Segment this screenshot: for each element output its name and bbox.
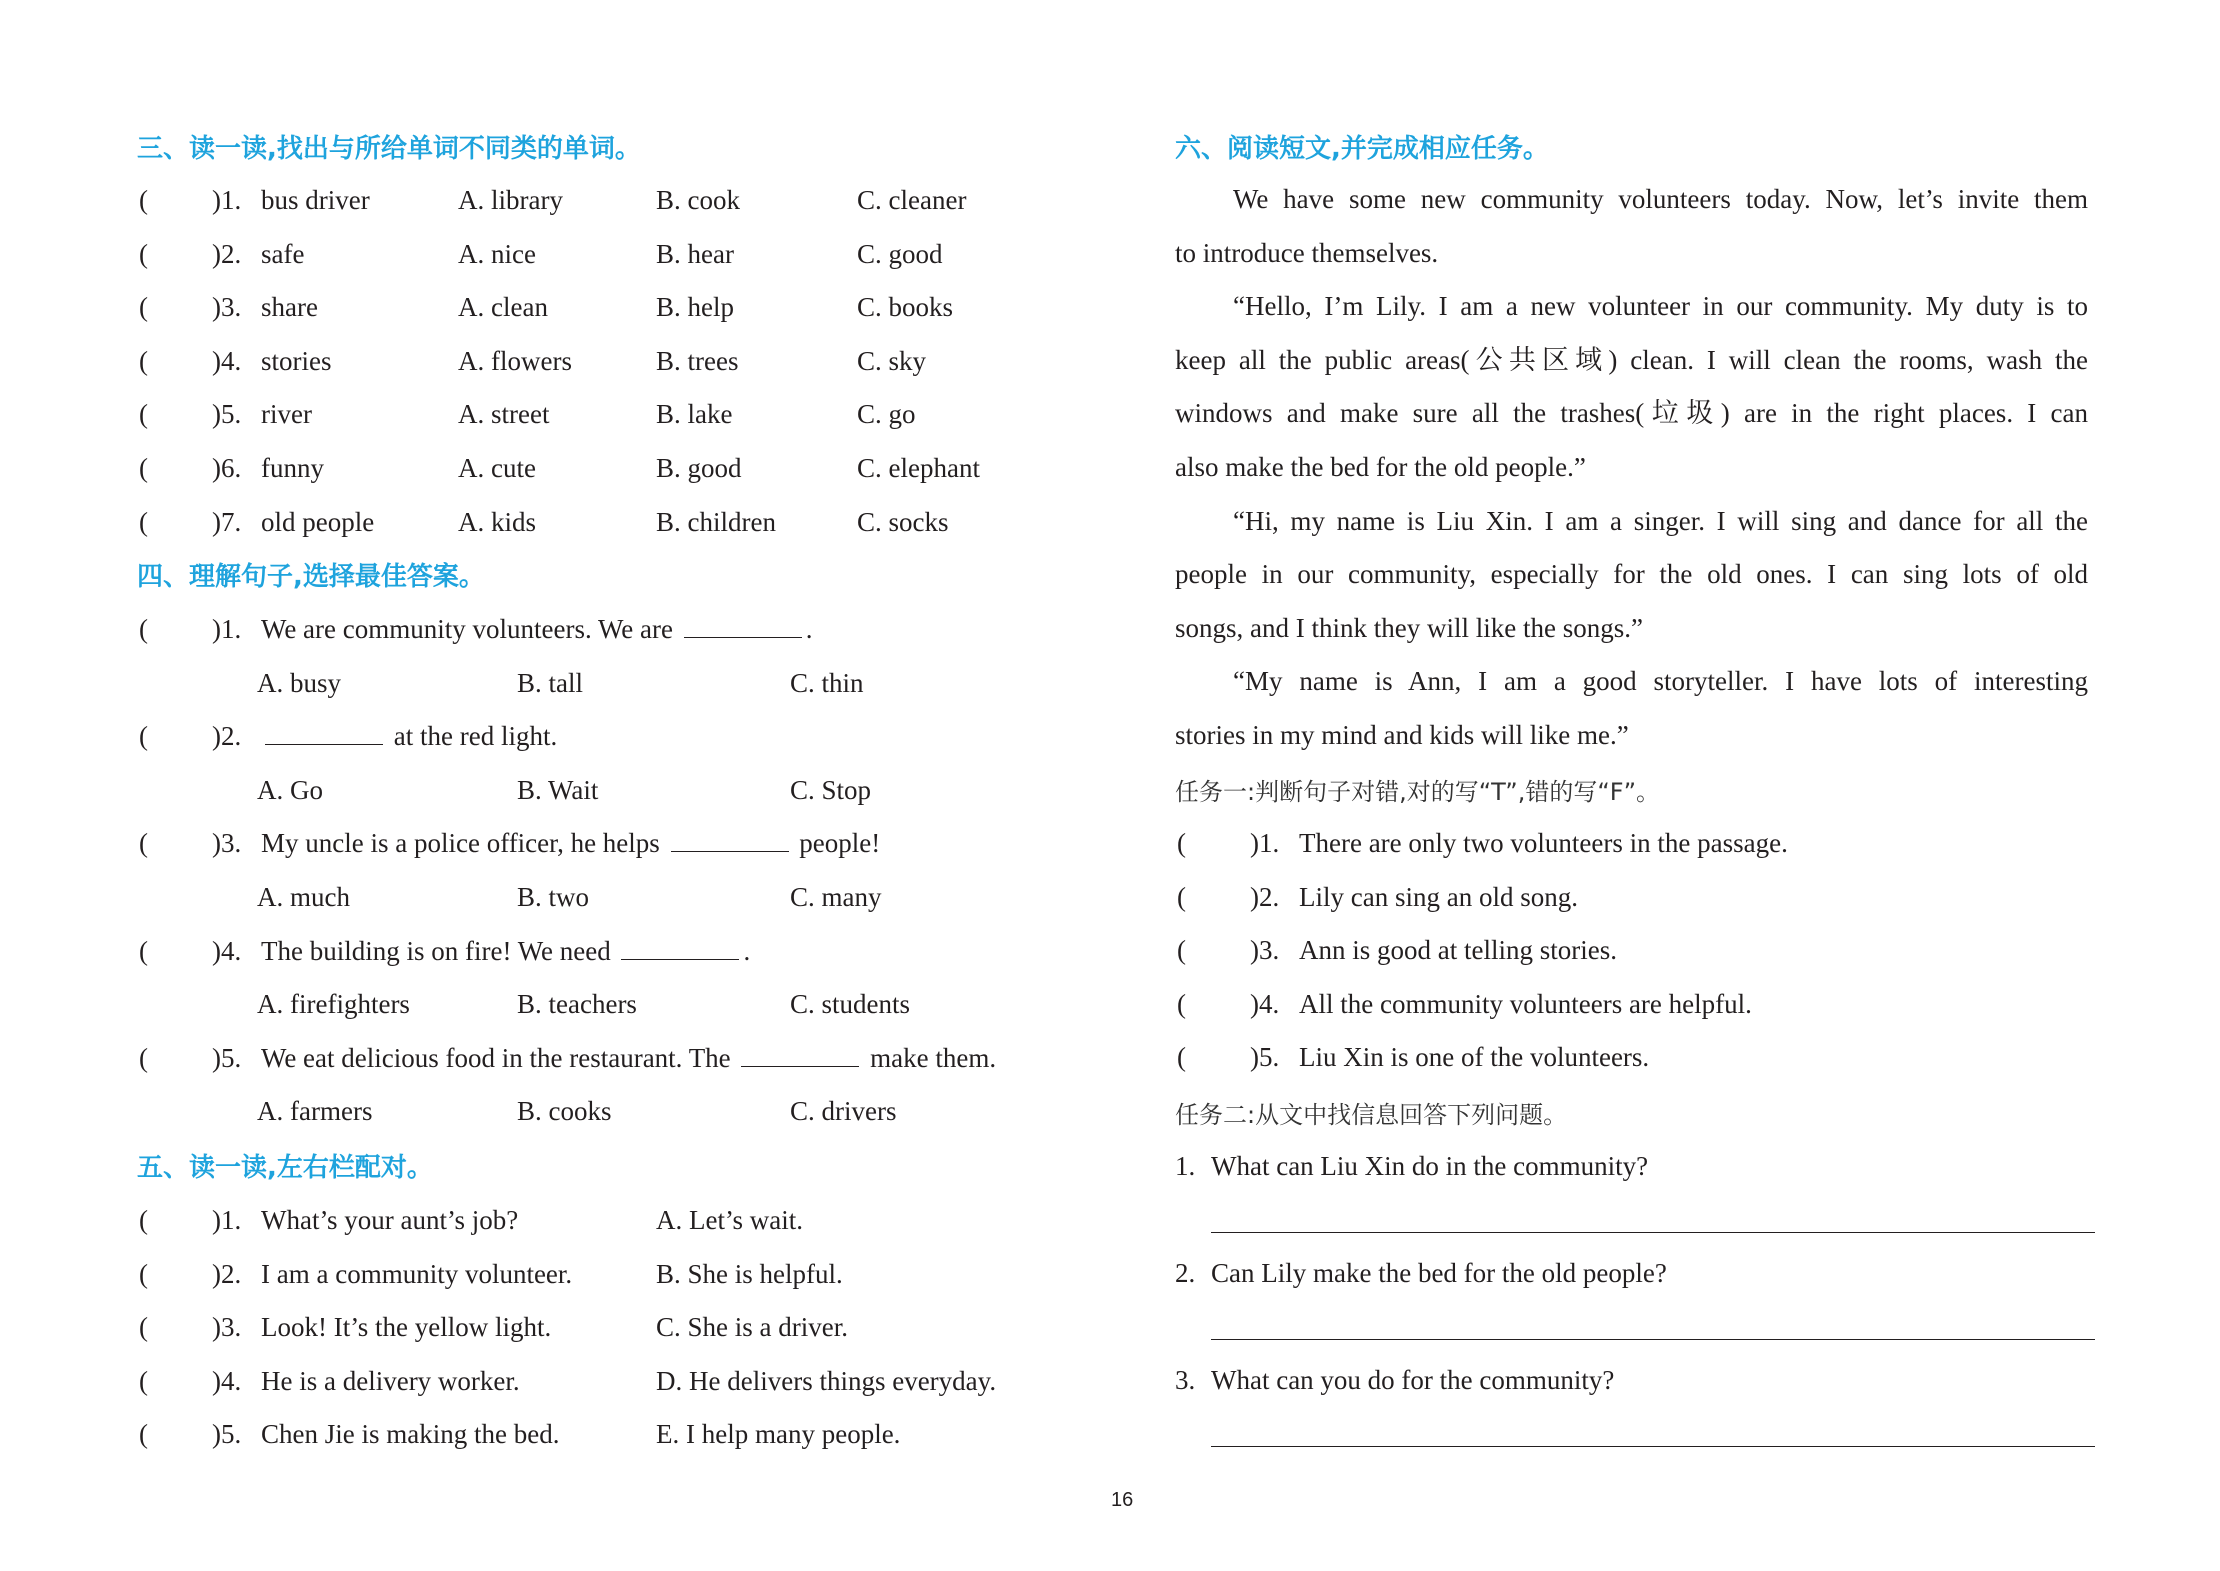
question-number: )4. [212,935,242,966]
sentence-end: . [743,935,751,966]
passage-line [1175,173,2088,227]
passage-line [1175,280,2088,334]
passage-text: We have some new community volunteers today. Now, let’s invite them [1233,184,2088,214]
passage-text: windows and make sure all the trashes(垃圾) are in the right places. I can [1175,398,2088,429]
match-right: B. She is helpful. [656,1258,843,1289]
paren-open: ( [139,1258,148,1289]
paren-open: ( [139,453,148,483]
paren-open: ( [139,614,148,644]
task2-heading: 任务二:从文中找信息回答下列问题。 [1175,1101,1568,1129]
passage-text: “Hello, I’m Lily. I am a new volunteer in our community. My duty is to [1233,291,2088,322]
option-a: A. busy [257,667,342,698]
paren-open: ( [139,506,148,537]
answer-blank[interactable] [1214,987,1250,1017]
paren-open: ( [1177,935,1186,966]
question-word: old people [261,506,375,537]
question-number: )2. [1250,881,1280,912]
option-c: C. go [857,399,916,430]
answer-blank[interactable] [176,290,212,320]
question-number: )5. [212,399,242,430]
answer-blank[interactable] [176,826,212,856]
question-number: 3. [1175,1365,1196,1396]
option-c: C. many [790,882,882,912]
option-c: C. sky [857,345,927,376]
answer-line[interactable] [1211,1446,2095,1447]
question-number: )4. [1250,988,1280,1019]
answer-blank[interactable] [176,1041,212,1071]
answer-blank[interactable] [176,397,212,427]
option-a: A. cute [458,453,536,483]
match-left: I am a community volunteer. [261,1258,573,1289]
question-sentence [261,934,750,968]
question-number: )2. [212,1258,242,1289]
question-text: What can Liu Xin do in the community? [1211,1151,1649,1181]
answer-line[interactable] [1211,1339,2095,1340]
statement-text: There are only two volunteers in the passage. [1299,828,1788,858]
fill-in-blank[interactable] [684,615,802,638]
passage-line [1175,495,2088,549]
paren-open: ( [139,1042,148,1073]
sentence-end: make them. [870,1042,997,1073]
page-number: 16 [1111,1489,1134,1511]
passage-line [1175,441,2088,495]
answer-blank[interactable] [176,451,212,481]
answer-blank[interactable] [176,719,212,749]
answer-blank[interactable] [176,934,212,964]
question-word: funny [261,453,324,483]
fill-in-blank[interactable] [265,722,383,745]
question-number: )2. [212,238,242,269]
option-a: A. library [458,185,563,215]
option-b: B. lake [656,399,733,430]
paren-open: ( [139,1312,148,1343]
statement-text: Lily can sing an old song. [1299,881,1578,912]
statement-text: Liu Xin is one of the volunteers. [1299,1042,1650,1073]
paren-open: ( [139,399,148,430]
option-b: B. children [656,506,776,537]
option-c: C. students [790,989,911,1020]
section4-heading: 四、理解句子,选择最佳答案。 [137,562,485,592]
option-a: A. flowers [458,345,572,376]
paren-open: ( [1177,881,1186,912]
passage-line [1175,334,2088,388]
answer-blank[interactable] [1214,880,1250,910]
answer-blank[interactable] [176,344,212,374]
option-b: B. teachers [517,989,637,1020]
question-number: )3. [212,1312,242,1343]
answer-blank[interactable] [176,1203,212,1233]
paren-open: ( [139,935,148,966]
question-number: 2. [1175,1258,1196,1289]
question-number: )4. [212,345,242,376]
passage-text: also make the bed for the old people.” [1175,452,1586,482]
task1-heading: 任务一:判断句子对错,对的写“T”,错的写“F”。 [1175,778,1661,806]
option-c: C. cleaner [857,185,967,215]
option-c: C. socks [857,506,949,537]
option-b: B. tall [517,667,583,698]
option-c: C. Stop [790,774,872,805]
paren-open: ( [139,185,148,215]
answer-blank[interactable] [176,237,212,267]
passage-text: to introduce themselves. [1175,237,1439,268]
option-c: C. thin [790,667,864,698]
question-sentence [261,719,557,753]
question-number: )2. [212,721,242,752]
match-left: Chen Jie is making the bed. [261,1419,560,1450]
paren-open: ( [139,721,148,752]
paren-open: ( [139,292,148,323]
option-a: A. firefighters [257,989,410,1020]
answer-blank[interactable] [176,1417,212,1447]
question-number: )1. [212,614,242,644]
match-left: He is a delivery worker. [261,1365,520,1396]
option-c: C. books [857,292,954,323]
passage-text: people in our community, especially for the old ones. I can sing lots of old [1175,559,2088,590]
question-number: )5. [212,1419,242,1450]
statement-text: All the community volunteers are helpful. [1299,988,1752,1019]
option-a: A. Go [257,774,323,805]
option-a: A. farmers [257,1096,373,1127]
option-a: A. clean [458,292,548,323]
question-word: river [261,399,312,430]
answer-blank[interactable] [176,505,212,535]
answer-blank[interactable] [1214,1040,1250,1070]
passage-line [1175,602,2088,656]
question-number: )1. [1250,828,1280,858]
sentence-start: We are community volunteers. We are [261,614,674,644]
question-number: )7. [212,506,242,537]
match-right: E. I help many people. [656,1419,901,1450]
answer-blank[interactable] [176,1310,212,1340]
answer-blank[interactable] [176,183,212,213]
section5-heading: 五、读一读,左右栏配对。 [137,1153,433,1183]
option-b: B. cooks [517,1096,612,1127]
answer-blank[interactable] [176,612,212,642]
question-number: )3. [212,828,242,859]
question-number: )6. [212,453,242,483]
question-number: )3. [1250,935,1280,966]
passage-text: “My name is Ann, I am a good storyteller. I have lots of interesting [1233,666,2088,697]
option-b: B. Wait [517,774,599,805]
sentence-start: My uncle is a police officer, he helps [261,828,660,859]
paren-open: ( [139,1205,148,1235]
question-word: bus driver [261,185,370,215]
question-sentence [261,1041,996,1075]
option-c: C. drivers [790,1096,897,1127]
paren-open: ( [139,345,148,376]
option-b: B. help [656,292,734,323]
option-b: B. cook [656,185,740,215]
passage-line [1175,655,2088,709]
passage-text: songs, and I think they will like the songs.” [1175,612,1643,643]
option-c: C. elephant [857,453,980,483]
sentence-end: people! [799,828,881,859]
question-word: share [261,292,318,323]
match-right: A. Let’s wait. [656,1205,803,1235]
paren-open: ( [1177,828,1186,858]
match-right: D. He delivers things everyday. [656,1365,997,1396]
match-right: C. She is a driver. [656,1312,848,1343]
question-number: 1. [1175,1151,1196,1181]
option-c: C. good [857,238,943,269]
question-number: )4. [212,1365,242,1396]
paren-open: ( [1177,1042,1186,1073]
passage-text: “Hi, my name is Liu Xin. I am a singer. I will sing and dance for all the [1233,505,2088,536]
answer-blank[interactable] [1214,826,1250,856]
option-b: B. two [517,882,590,912]
answer-blank[interactable] [1214,933,1250,963]
fill-in-blank[interactable] [741,1044,859,1067]
answer-blank[interactable] [176,1257,212,1287]
fill-in-blank[interactable] [671,829,789,852]
question-number: )1. [212,1205,242,1235]
question-text: What can you do for the community? [1211,1365,1615,1396]
statement-text: Ann is good at telling stories. [1299,935,1617,966]
paren-open: ( [1177,988,1186,1019]
passage-line [1175,709,2088,763]
paren-open: ( [139,828,148,859]
question-sentence [261,612,813,646]
paren-open: ( [139,238,148,269]
question-text: Can Lily make the bed for the old people? [1211,1258,1667,1289]
question-number: )1. [212,185,242,215]
option-b: B. good [656,453,742,483]
fill-in-blank[interactable] [621,937,739,960]
question-number: )5. [1250,1042,1280,1073]
paren-open: ( [139,1365,148,1396]
question-number: )5. [212,1042,242,1073]
option-a: A. nice [458,238,536,269]
match-left: Look! It’s the yellow light. [261,1312,552,1343]
option-a: A. kids [458,506,537,537]
sentence-start: The building is on fire! We need [261,935,611,966]
option-a: A. much [257,882,350,912]
section3-heading: 三、读一读,找出与所给单词不同类的单词。 [137,134,641,164]
passage-text: stories in my mind and kids will like me.” [1175,720,1629,750]
passage-line [1175,548,2088,602]
paren-open: ( [139,1419,148,1450]
match-left: What’s your aunt’s job? [261,1205,519,1235]
sentence-start: We eat delicious food in the restaurant. The [261,1042,731,1073]
sentence-end: at the red light. [393,721,558,752]
passage-text: keep all the public areas(公共区域) clean. I will clean the rooms, wash the [1175,344,2088,375]
sentence-end: . [805,614,813,644]
question-word: stories [261,345,332,376]
passage-line [1175,387,2088,441]
option-b: B. trees [656,345,739,376]
option-a: A. street [458,399,550,430]
answer-blank[interactable] [176,1364,212,1394]
answer-line[interactable] [1211,1232,2095,1233]
question-word: safe [261,238,305,269]
question-sentence [261,826,880,860]
section6-heading: 六、阅读短文,并完成相应任务。 [1175,134,1549,164]
option-b: B. hear [656,238,734,269]
question-number: )3. [212,292,242,323]
passage-line [1175,227,2088,281]
